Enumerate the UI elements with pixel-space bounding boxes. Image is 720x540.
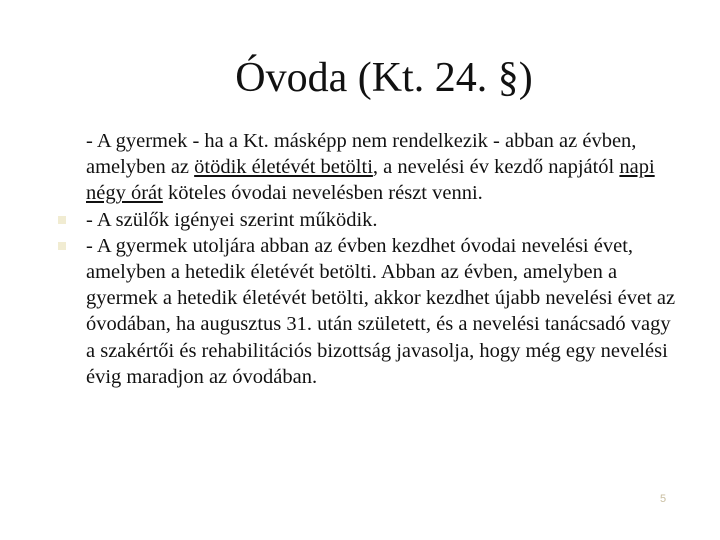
bullet-icon	[58, 216, 66, 224]
item-text-start: - A gyermek - ha a Kt. másképp nem rendelkezik - abban az évben, amelyben az	[86, 130, 637, 179]
page-number: 5	[660, 493, 667, 505]
item-text-end: köteles óvodai nevelésben részt venni.	[162, 182, 483, 205]
bullet-icon	[58, 242, 66, 250]
list-item	[58, 207, 678, 233]
underlined-phrase-hours: napi négy órát	[86, 156, 655, 205]
item-text: - A szülők igényei szerint működik.	[86, 208, 378, 231]
underlined-phrase-age: ötödik életévét betölti	[194, 156, 373, 179]
slide-title: Óvoda (Kt. 24. §)	[235, 55, 533, 101]
item-text-middle: , a nevelési év kezdő napjától	[372, 156, 620, 179]
bullet-list	[58, 128, 678, 390]
list-item	[58, 233, 678, 390]
list-item	[58, 128, 678, 207]
item-text: - A gyermek utoljára abban az évben kezdhet óvodai nevelési évet, amelyben a hetedik életévét betölti. Abban az évben, amelyben a gyermek a hetedik életévét betölti, akkor kezdhet újabb nevelési évet az óvodában, ha augusztus 31. után született, és a nevelési tanácsadó vagy a szakértői és rehabilitációs bizottság javasolja, hogy még egy nevelési évig maradjon az óvodában.	[86, 234, 676, 388]
